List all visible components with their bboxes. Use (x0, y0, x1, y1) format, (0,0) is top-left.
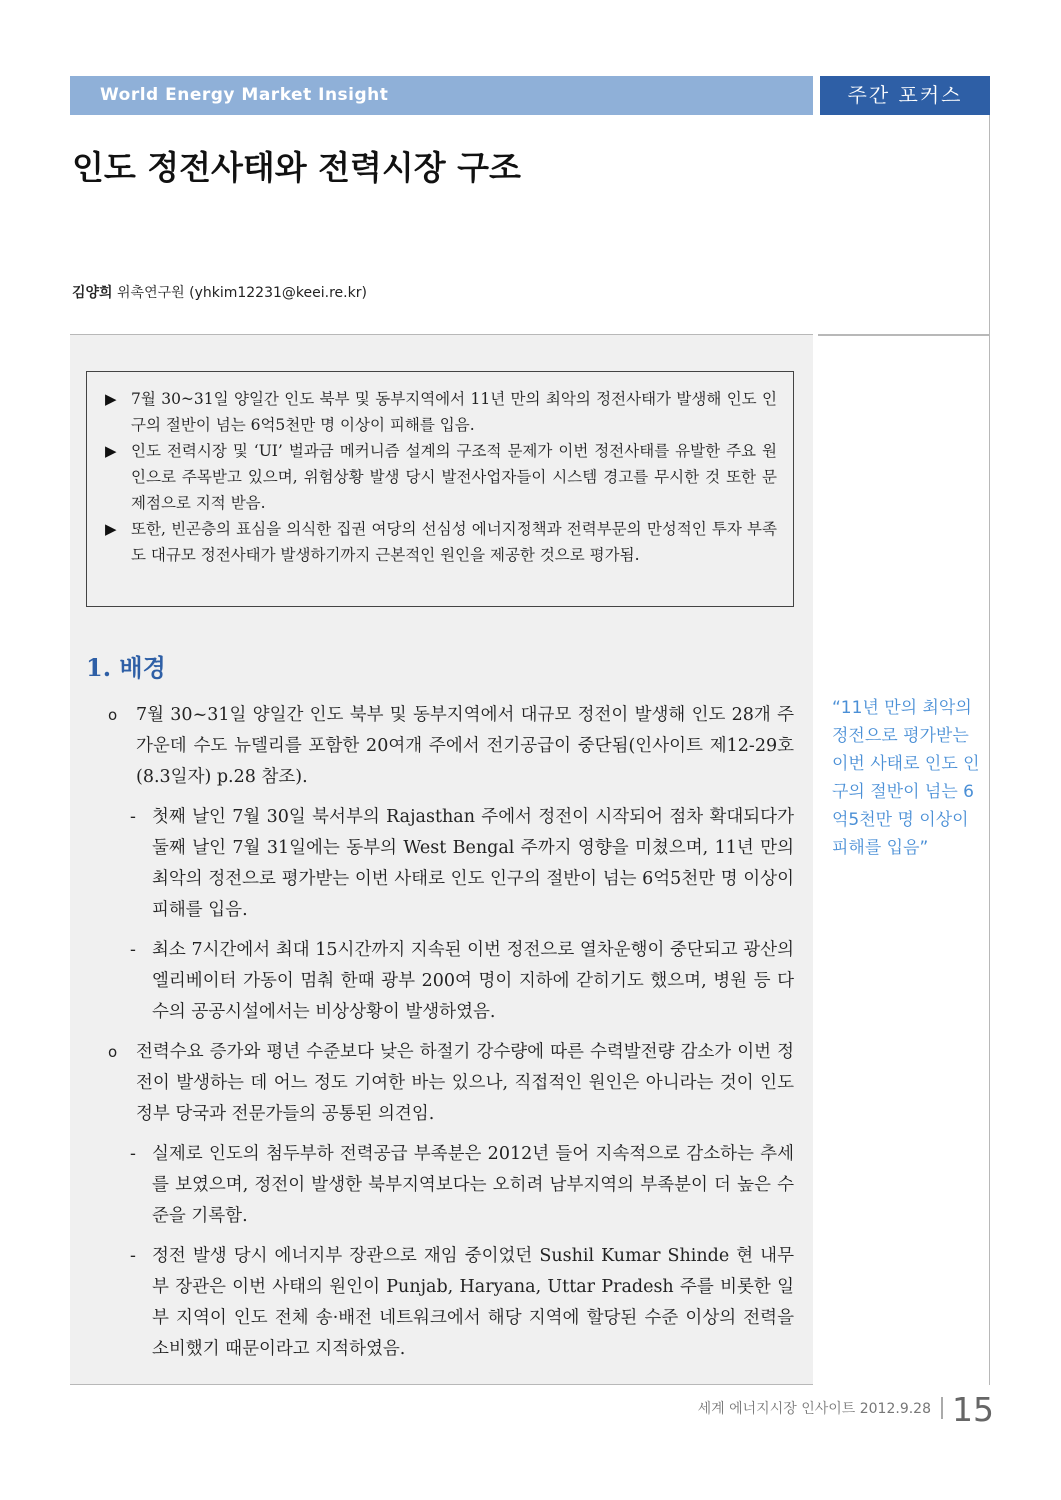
dash-marker: - (130, 940, 136, 960)
paragraph-text: 전력수요 증가와 평년 수준보다 낮은 하절기 강수량에 따른 수력발전량 감소가 이번 정전이 발생하는 데 어느 정도 기여한 바는 있으나, 직접적인 원인은 아니라는 것이 인도 정부 당국과 전문가들의 공통된 의견임. (136, 1042, 794, 1124)
bullet-paragraph (100, 700, 794, 793)
footer-divider (941, 1397, 943, 1419)
page-number: 15 (952, 1390, 994, 1429)
author-name: 김양희 (72, 285, 113, 301)
triangle-bullet-icon: ▶ (105, 520, 117, 538)
dash-marker: - (130, 1144, 136, 1164)
summary-item (105, 438, 777, 516)
series-title: World Energy Market Insight (100, 85, 389, 105)
dash-paragraph (100, 1241, 794, 1365)
author-line (72, 282, 367, 302)
footer-publication: 세계 에너지시장 인사이트 2012.9.28 (697, 1401, 931, 1417)
summary-item (105, 516, 777, 568)
summary-text: 인도 전력시장 및 ‘UI’ 벌과금 메커니즘 설계의 구조적 문제가 이번 정전사태를 유발한 주요 원인으로 주목받고 있으며, 위험상황 발생 당시 발전사업자들이 시스템 경고를 무시한 것 또한 문제점으로 지적 받음. (131, 442, 777, 512)
dash-paragraph (100, 802, 794, 926)
summary-text: 또한, 빈곤층의 표심을 의식한 집권 여당의 선심성 에너지정책과 전력부문의 만성적인 투자 부족도 대규모 정전사태가 발생하기까지 근본적인 원인을 제공한 것으로 평가됨. (131, 520, 777, 564)
section-tag-label: 주간 포커스 (847, 83, 963, 107)
circle-bullet-icon: o (108, 706, 118, 724)
triangle-bullet-icon: ▶ (105, 390, 117, 408)
summary-item (105, 386, 777, 438)
dash-paragraph (100, 1139, 794, 1232)
paragraph-text: 7월 30~31일 양일간 인도 북부 및 동부지역에서 대규모 정전이 발생해 인도 28개 주 가운데 수도 뉴델리를 포함한 20여개 주에서 전기공급이 중단됨(인사이트 제12-29호(8.3일자) p.28 참조). (136, 705, 794, 787)
section-body (100, 700, 794, 1374)
pull-quote: “11년 만의 최악의 정전으로 평가받는 이번 사태로 인도 인구의 절반이 넘는 6억5천만 명 이상이 피해를 입음” (832, 698, 980, 858)
summary-text: 7월 30~31일 양일간 인도 북부 및 동부지역에서 11년 만의 최악의 정전사태가 발생해 인도 인구의 절반이 넘는 6억5천만 명 이상이 피해를 입음. (131, 390, 777, 434)
section-heading: 1. 배경 (86, 653, 166, 682)
section-tag (820, 76, 990, 115)
bullet-paragraph (100, 1037, 794, 1130)
dash-paragraph (100, 935, 794, 1028)
dash-marker: - (130, 807, 136, 827)
author-email: (yhkim12231@keei.re.kr) (189, 285, 367, 301)
series-header-bar (70, 76, 813, 115)
summary-box (86, 371, 794, 607)
paragraph-text: 첫째 날인 7월 30일 북서부의 Rajasthan 주에서 정전이 시작되어 점차 확대되다가 둘째 날인 7월 31일에는 동부의 West Bengal 주까지 영향을 미쳤으며, 11년 만의 최악의 정전으로 평가받는 이번 사태로 인도 인구의 절반이 넘는 6억5천만 명 이상이 피해를 입음. (152, 807, 794, 920)
paragraph-text: 정전 발생 당시 에너지부 장관으로 재임 중이었던 Sushil Kumar Shinde 현 내무부 장관은 이번 사태의 원인이 Punjab, Haryana, Uttar Pradesh 주를 비롯한 일부 지역이 인도 전체 송·배전 네트워크에서 해당 지역에 할당된 수준 이상의 전력을 소비했기 때문이라고 지적하였음. (152, 1246, 794, 1359)
triangle-bullet-icon: ▶ (105, 442, 117, 460)
author-role: 위촉연구원 (117, 285, 185, 301)
dash-marker: - (130, 1246, 136, 1266)
article-title: 인도 정전사태와 전력시장 구조 (72, 148, 521, 187)
paragraph-text: 실제로 인도의 첨두부하 전력공급 부족분은 2012년 들어 지속적으로 감소하는 추세를 보였으며, 정전이 발생한 북부지역보다는 오히려 남부지역의 부족분이 더 높은 수준을 기록함. (152, 1144, 794, 1226)
circle-bullet-icon: o (108, 1043, 118, 1061)
sidebar-divider (818, 334, 990, 336)
paragraph-text: 최소 7시간에서 최대 15시간까지 지속된 이번 정전으로 열차운행이 중단되고 광산의 엘리베이터 가동이 멈춰 한때 광부 200여 명이 지하에 갇히기도 했으며, 병원 등 다수의 공공시설에서는 비상상황이 발생하였음. (152, 940, 794, 1022)
